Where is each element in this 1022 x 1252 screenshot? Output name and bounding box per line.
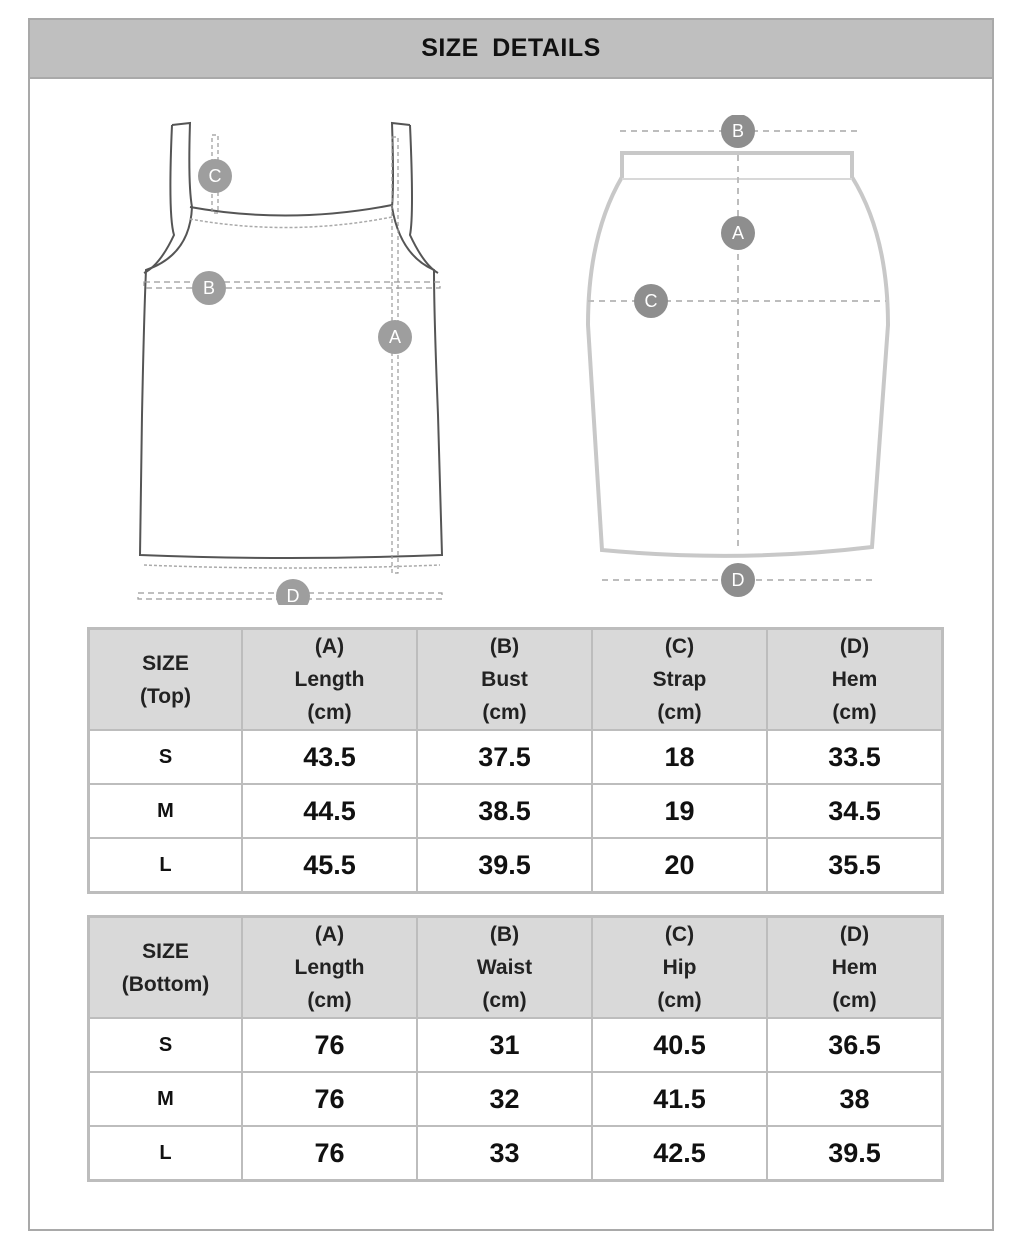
hip-cell: 40.5 — [592, 1018, 767, 1072]
bottom-garment-diagram — [580, 115, 890, 605]
svg-text:C: C — [644, 291, 658, 311]
size-cell: L — [89, 838, 243, 893]
bust-cell: 37.5 — [417, 730, 592, 784]
marker-a-icon — [378, 320, 412, 354]
marker-a-icon — [721, 216, 755, 250]
svg-text:A: A — [388, 327, 402, 347]
svg-text:B: B — [731, 121, 745, 141]
hip-cell: 41.5 — [592, 1072, 767, 1126]
page-title: SIZE DETAILS — [421, 34, 601, 62]
svg-text:C: C — [208, 166, 222, 186]
size-cell: S — [89, 1018, 243, 1072]
length-cell: 44.5 — [242, 784, 417, 838]
header-hem: (D) Hem (cm) — [767, 629, 943, 731]
hem-cell: 39.5 — [767, 1126, 943, 1181]
length-cell: 76 — [242, 1126, 417, 1181]
table-row — [89, 838, 943, 893]
waist-cell: 32 — [417, 1072, 592, 1126]
bust-cell: 39.5 — [417, 838, 592, 893]
strap-cell: 19 — [592, 784, 767, 838]
table-row — [89, 1018, 943, 1072]
hem-cell: 33.5 — [767, 730, 943, 784]
svg-text:D: D — [286, 586, 300, 605]
svg-text:B: B — [202, 278, 216, 298]
table-header-row — [89, 917, 943, 1019]
marker-c-icon — [634, 284, 668, 318]
waist-cell: 33 — [417, 1126, 592, 1181]
bust-cell: 38.5 — [417, 784, 592, 838]
length-cell: 43.5 — [242, 730, 417, 784]
hip-cell: 42.5 — [592, 1126, 767, 1181]
strap-cell: 18 — [592, 730, 767, 784]
length-cell: 45.5 — [242, 838, 417, 893]
header-waist: (B) Waist (cm) — [417, 917, 592, 1019]
size-cell: M — [89, 1072, 243, 1126]
waist-cell: 31 — [417, 1018, 592, 1072]
table-row — [89, 1126, 943, 1181]
header-size: SIZE (Bottom) — [89, 917, 243, 1019]
size-cell: L — [89, 1126, 243, 1181]
marker-b-icon — [192, 271, 226, 305]
bottom-size-table — [87, 915, 944, 1182]
header-strap: (C) Strap (cm) — [592, 629, 767, 731]
marker-d-icon — [276, 579, 310, 605]
header-bust: (B) Bust (cm) — [417, 629, 592, 731]
table-row — [89, 730, 943, 784]
top-garment-diagram — [130, 115, 460, 605]
marker-d-icon — [721, 563, 755, 597]
header-length: (A) Length (cm) — [242, 629, 417, 731]
svg-text:D: D — [731, 570, 745, 590]
header-length: (A) Length (cm) — [242, 917, 417, 1019]
table-row — [89, 784, 943, 838]
header-hip: (C) Hip (cm) — [592, 917, 767, 1019]
size-cell: M — [89, 784, 243, 838]
size-details-card — [28, 18, 994, 1231]
svg-text:A: A — [731, 223, 745, 243]
table-row — [89, 1072, 943, 1126]
length-cell: 76 — [242, 1072, 417, 1126]
hem-cell: 35.5 — [767, 838, 943, 893]
hem-cell: 38 — [767, 1072, 943, 1126]
marker-b-icon — [721, 115, 755, 148]
table-header-row — [89, 629, 943, 731]
header-size: SIZE (Top) — [89, 629, 243, 731]
hem-cell: 36.5 — [767, 1018, 943, 1072]
top-size-table — [87, 627, 944, 894]
hem-cell: 34.5 — [767, 784, 943, 838]
title-band — [30, 20, 992, 79]
length-cell: 76 — [242, 1018, 417, 1072]
strap-cell: 20 — [592, 838, 767, 893]
marker-c-icon — [198, 159, 232, 193]
size-cell: S — [89, 730, 243, 784]
header-hem: (D) Hem (cm) — [767, 917, 943, 1019]
